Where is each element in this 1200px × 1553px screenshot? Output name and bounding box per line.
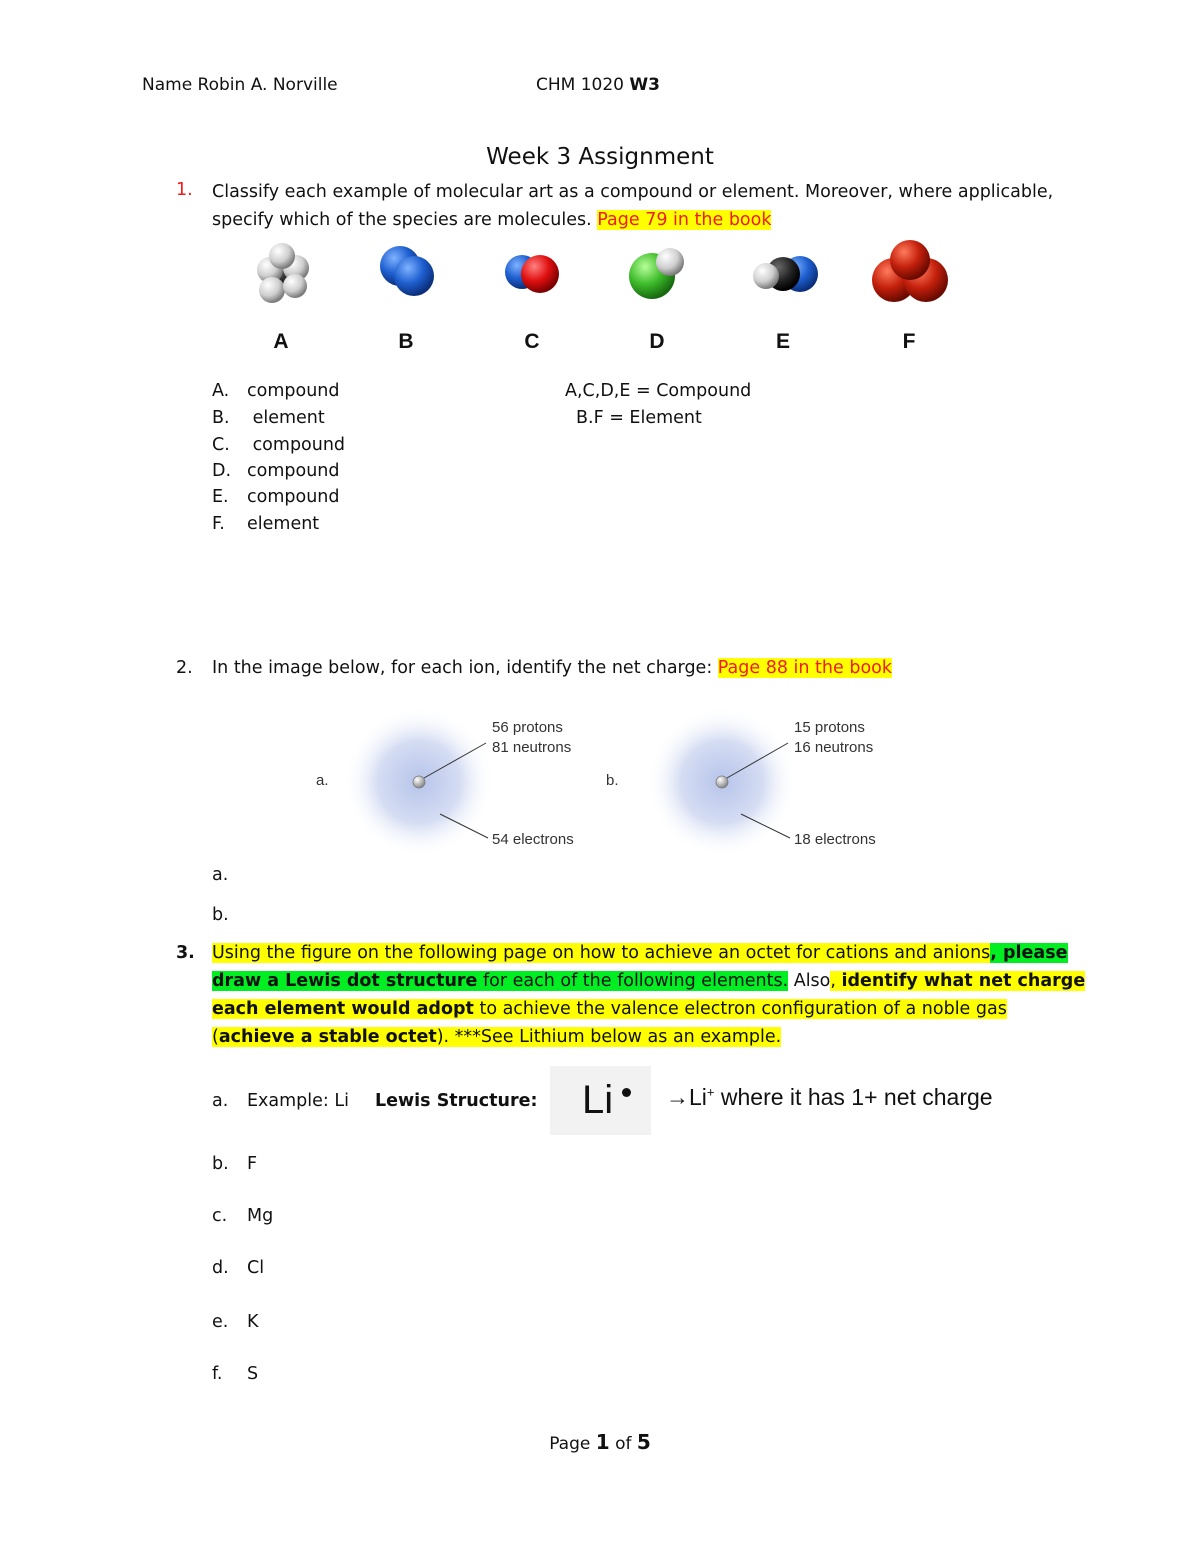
molecule-f-art <box>872 240 948 302</box>
q1-answer-text: element <box>247 514 320 534</box>
q3-item-element: Mg <box>247 1206 274 1226</box>
q3-l1-b: , please <box>990 943 1068 963</box>
course-week: W3 <box>629 75 660 95</box>
li-charge-arrow: →Li <box>666 1084 707 1110</box>
q2-answer-a: a. <box>212 865 229 885</box>
q3-item-element: Cl <box>247 1258 265 1278</box>
q3-l2-d: , <box>830 971 842 991</box>
q1-line2-text: specify which of the species are molecules. <box>212 210 598 230</box>
q3-text <box>212 939 1112 1051</box>
q1-answer-letter: F. <box>212 514 225 534</box>
q3-l2-a: draw a Lewis dot structure <box>212 971 478 991</box>
molecule-c-art <box>505 255 559 293</box>
q1-answer-letter: B. <box>212 408 230 428</box>
li-charge-text: where it has 1+ net charge <box>714 1084 993 1110</box>
student-name: Name Robin A. Norville <box>142 75 338 95</box>
q1-answer-letter: C. <box>212 435 230 455</box>
q1-line1: Classify each example of molecular art as a compound or element. Moreover, where applicable, <box>212 182 1054 202</box>
ion-b-electrons: 18 electrons <box>794 831 876 848</box>
molecule-e-art <box>753 256 818 292</box>
molecule-b-art <box>380 246 434 296</box>
ion-b-art <box>647 707 797 857</box>
q3-l3-a: each element would adopt <box>212 999 474 1019</box>
q1-text <box>212 178 1112 234</box>
q1-answer-text: compound <box>247 461 340 481</box>
footer-total-pages: 5 <box>636 1430 651 1454</box>
q3-line1 <box>212 939 1112 967</box>
footer-of-word: of <box>609 1434 637 1454</box>
q3-item-letter: f. <box>212 1364 223 1384</box>
ion-b-neutrons: 16 neutrons <box>794 739 874 756</box>
li-net-charge <box>666 1084 993 1111</box>
ion-b-protons: 15 protons <box>794 719 865 736</box>
q1-answer-letter: E. <box>212 487 229 507</box>
q2-text <box>212 654 892 682</box>
molecule-a-art <box>257 243 309 303</box>
q3-item-element: K <box>247 1312 259 1332</box>
q1-answer-letter: D. <box>212 461 232 481</box>
molecule-label-c: C <box>524 330 540 353</box>
page-title: Week 3 Assignment <box>486 144 714 170</box>
q1-line2 <box>212 206 1112 234</box>
q3-l4-c: ). ***See Lithium below as an example. <box>436 1027 782 1047</box>
q3-item-element: S <box>247 1364 259 1384</box>
q3-l1-a: Using the figure on the following page on how to achieve an octet for cations and anions <box>212 943 991 963</box>
molecule-label-d: D <box>649 330 665 353</box>
q1-answer-letter: A. <box>212 381 230 401</box>
valence-electron-dot <box>622 1088 631 1097</box>
q1-summary-element: B.F = Element <box>576 408 702 428</box>
q3-example-label: Example: Li <box>247 1091 349 1111</box>
ion-a-electrons: 54 electrons <box>492 831 574 848</box>
ion-a-label: a. <box>316 772 329 789</box>
molecule-d-art <box>629 248 684 299</box>
q2-answer-b: b. <box>212 905 229 925</box>
q3-line2 <box>212 967 1112 995</box>
q3-item-letter: b. <box>212 1154 229 1174</box>
q1-answer-text: compound <box>247 487 340 507</box>
course-code <box>536 75 660 95</box>
q3-l2-e: identify what net charge <box>841 971 1086 991</box>
q3-line4 <box>212 1023 1112 1051</box>
ion-a-neutrons: 81 neutrons <box>492 739 572 756</box>
ion-b-label: b. <box>606 772 619 789</box>
q3-line3 <box>212 995 1112 1023</box>
molecule-label-b: B <box>398 330 414 353</box>
q1-answer-text: compound <box>247 435 346 455</box>
li-charge-sup: + <box>706 1084 715 1100</box>
q3-l3-b: to achieve the valence electron configuration of a noble gas <box>473 999 1007 1019</box>
q3-l2-c: Also <box>788 971 831 991</box>
q1-answer-text: compound <box>247 381 340 401</box>
molecule-label-f: F <box>902 330 916 353</box>
q3-item-letter: d. <box>212 1258 229 1278</box>
ion-a-protons: 56 protons <box>492 719 563 736</box>
q3-number: 3. <box>176 943 195 963</box>
q2-text-body: In the image below, for each ion, identify the net charge: <box>212 658 718 678</box>
q3-lewis-label: Lewis Structure: <box>375 1091 538 1111</box>
q1-summary-compound: A,C,D,E = Compound <box>565 381 752 401</box>
q3-item-letter: e. <box>212 1312 229 1332</box>
q1-number: 1. <box>176 180 193 200</box>
ion-a-art <box>344 707 494 857</box>
molecule-label-e: E <box>775 330 790 353</box>
lewis-symbol: Li <box>582 1078 614 1122</box>
q3-item-letter: c. <box>212 1206 228 1226</box>
q1-page-ref: Page 79 in the book <box>597 210 772 230</box>
page-footer <box>0 1430 1200 1454</box>
q3-l4-b: achieve a stable octet <box>218 1027 437 1047</box>
molecule-art <box>240 236 960 316</box>
footer-current-page: 1 <box>595 1430 610 1454</box>
q3-l4-a: ( <box>212 1027 219 1047</box>
q3-example-letter: a. <box>212 1091 229 1111</box>
q2-page-ref: Page 88 in the book <box>717 658 892 678</box>
footer-page-word: Page <box>549 1434 596 1454</box>
q3-item-element: F <box>247 1154 258 1174</box>
course-label: CHM 1020 <box>536 75 630 95</box>
q2-number: 2. <box>176 658 193 678</box>
molecule-label-a: A <box>273 330 289 353</box>
q3-l2-b: for each of the following elements. <box>477 971 789 991</box>
q1-answer-text: element <box>247 408 325 428</box>
